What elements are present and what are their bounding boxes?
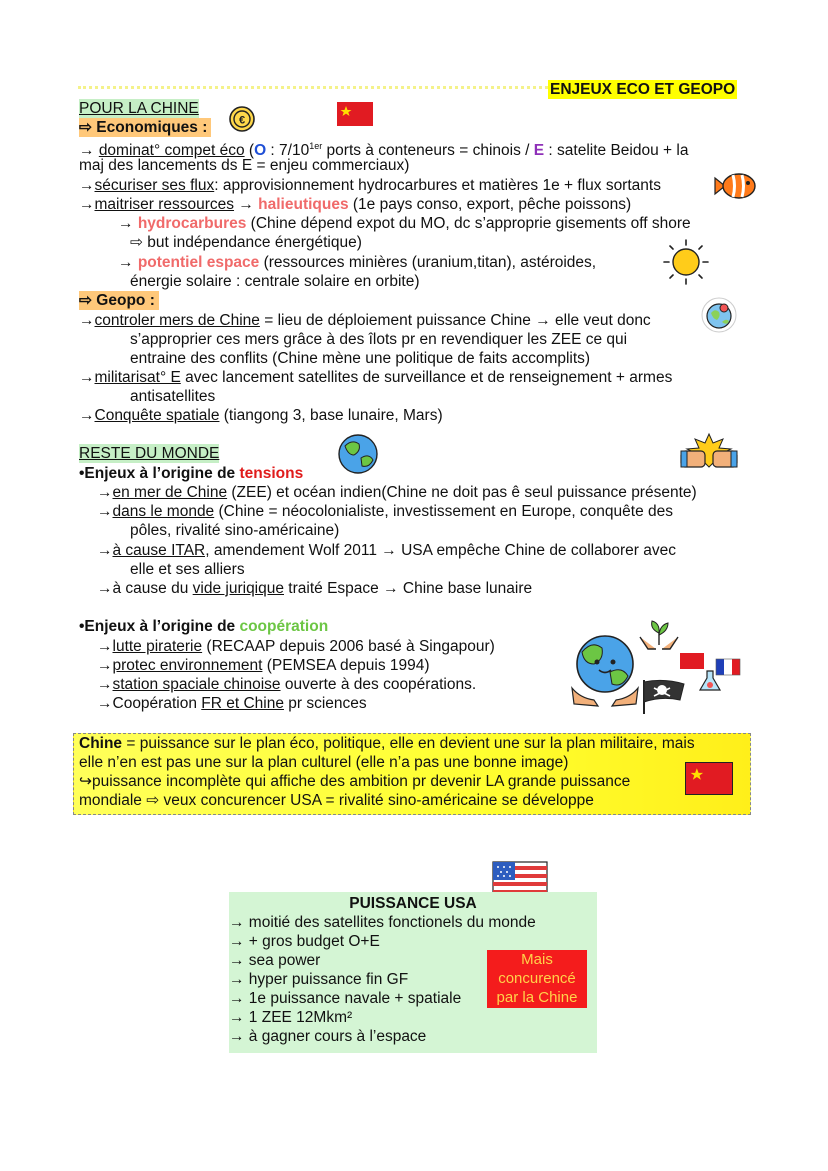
eco-line-3: →sécuriser ses flux: approvisionnement hydrocarbures et matières 1e + flux sortants [79, 177, 661, 194]
geo-line-6: →Conquête spatiale (tiangong 3, base lunaire, Mars) [79, 407, 443, 424]
diamond-arrow-icon: ⇨ [146, 792, 160, 809]
tensions-line-1: →en mer de Chine (ZEE) et océan indien(Chine ne doit pas ê seul puissance présente) [97, 484, 697, 501]
diamond-arrow-icon: ⇨ [130, 234, 148, 251]
geo-line-3: entraine des conflits (Chine mène une politique de faits accomplits) [130, 350, 591, 367]
section-heading-monde: RESTE DU MONDE [79, 445, 220, 462]
conclusion-line-3: ↪puissance incomplète qui affiche des ambition pr devenir LA grande puissance [79, 773, 631, 790]
eco-label-text: Economiques [96, 119, 198, 136]
economiques-label [79, 118, 211, 137]
section-heading-chine: POUR LA CHINE [79, 100, 199, 117]
geo-colon: : [145, 292, 155, 309]
eco-line-7: → potentiel espace (ressources minières (uranium,titan), astéroides, [118, 254, 597, 271]
geopo-label [79, 291, 159, 310]
eco-colon: : [197, 119, 208, 136]
diamond-arrow-icon: ⇨ [79, 292, 97, 309]
usa-item: → hyper puissance fin GF [229, 971, 409, 988]
eco-line-6: ⇨ but indépendance énergétique) [130, 234, 362, 251]
geo-line-1: →controler mers de Chine = lieu de déploiement puissance Chine → elle veut donc [79, 312, 651, 329]
usa-item: → moitié des satellites fonctionels du monde [229, 914, 536, 931]
earth-icon [337, 433, 379, 475]
coin-icon [228, 105, 256, 133]
svg-text:€: € [238, 114, 246, 127]
coop-line-3: →station spaciale chinoise ouverte à des coopérations. [97, 676, 477, 693]
mais-concurrence-box: Mais concurencé par la Chine [487, 950, 587, 1008]
usa-item: → sea power [229, 952, 321, 969]
sun-icon [662, 238, 710, 286]
china-flag-conclusion-icon [685, 762, 733, 795]
tensions-line-5: elle et ses alliers [130, 561, 245, 578]
conclusion-line-4: mondiale ⇨ veux concurencer USA = rivalité sino-américaine se développe [79, 792, 594, 809]
china-flag-small-icon [680, 653, 704, 669]
tensions-line-6: →à cause du vide juriqique traité Espace → Chine base lunaire [97, 580, 533, 597]
plant-hands-icon [638, 617, 680, 657]
dotted-divider [78, 86, 548, 89]
tensions-line-2: →dans le monde (Chine = néocolonialiste, investissement en Europe, conquête des [97, 503, 674, 520]
geo-label-text: Geopo [96, 292, 146, 309]
pirate-flag-icon [640, 678, 686, 716]
geo-line-2: s’approprier ces mers grâce à des îlots pr en revendiquer les ZEE ce qui [130, 331, 628, 348]
usa-item: → + gros budget O+E [229, 933, 380, 950]
fist-bump-icon [679, 433, 739, 475]
diamond-arrow-icon: ⇨ [79, 119, 97, 136]
tensions-line-3: pôles, rivalité sino-américaine) [130, 522, 340, 539]
eco-line-2: maj des lancements ds E = enjeu commerciaux) [79, 157, 410, 174]
eco-line-5: → hydrocarbures (Chine dépend expot du MO, dc s’approprie gisements off shore [118, 215, 691, 232]
eco-line-1: → dominat° compet éco (O : $7/10^{1er}$ ports à conteneurs = chinois / E : satelite Beidou + la [79, 141, 689, 160]
eco-line-8: énergie solaire : centrale solaire en orbite) [130, 273, 420, 290]
flask-icon [697, 668, 723, 694]
eco-line-4: →maitriser ressources → halieutiques (1e pays conso, export, pêche poissons) [79, 196, 632, 213]
coop-heading: •Enjeux à l’origine de coopération [79, 618, 329, 635]
china-flag-icon [337, 102, 373, 126]
conclusion-line-1: Chine = puissance sur le plan éco, politique, elle en devient une sur la plan militaire, mais [79, 735, 695, 752]
coop-line-1: →lutte piraterie (RECAAP depuis 2006 basé à Singapour) [97, 638, 495, 655]
planet-hands-icon [570, 632, 640, 708]
usa-item: → 1e puissance navale + spatiale [229, 990, 462, 1007]
geo-line-4: →militarisat° E avec lancement satellites de surveillance et de renseignement + armes [79, 369, 673, 386]
usa-title: PUISSANCE USA [349, 895, 477, 912]
conclusion-line-2: elle n’en est pas une sur la plan culturel (elle n’a pas une bonne image) [79, 754, 569, 771]
geo-line-5: antisatellites [130, 388, 216, 405]
coop-line-4: →Coopération FR et Chine pr sciences [97, 695, 367, 712]
tensions-heading: •Enjeux à l’origine de tensions [79, 465, 304, 482]
usa-item: → 1 ZEE 12Mkm² [229, 1009, 353, 1026]
fish-icon [713, 171, 757, 201]
globe-pin-icon [700, 296, 738, 334]
usa-item: → à gagner cours à l’espace [229, 1028, 427, 1045]
tensions-line-4: →à cause ITAR, amendement Wolf 2011 → USA empêche Chine de collaborer avec [97, 542, 676, 559]
coop-line-2: →protec environnement (PEMSEA depuis 1994) [97, 657, 430, 674]
page-title: ENJEUX ECO ET GEOPO [550, 81, 736, 98]
